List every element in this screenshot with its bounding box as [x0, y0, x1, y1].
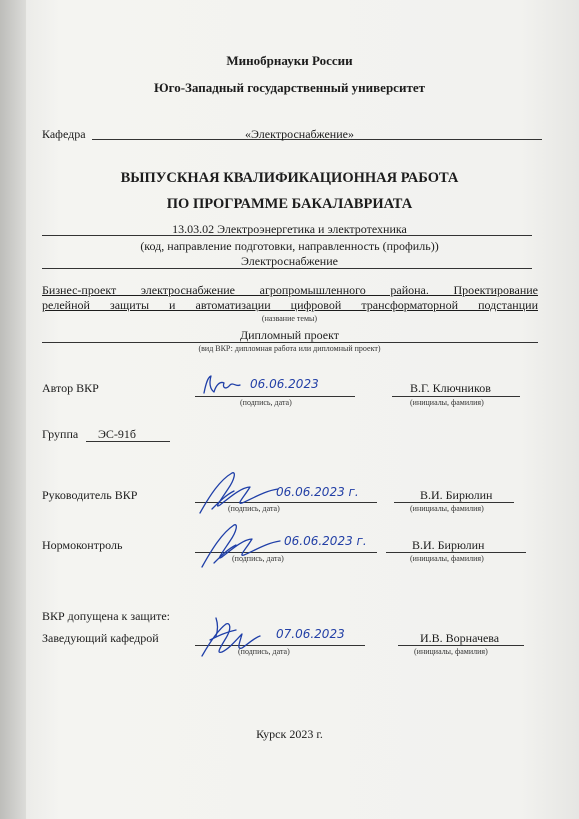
author-name-line	[392, 396, 520, 397]
topic-caption: (название темы)	[261, 314, 318, 323]
author-label: Автор ВКР	[42, 381, 99, 395]
department-value: «Электроснабжение»	[245, 127, 354, 141]
ministry-name: Минобрнауки России	[226, 53, 353, 68]
work-type-value: Дипломный проект	[239, 328, 340, 342]
supervisor-name-caption: (инициалы, фамилия)	[410, 504, 484, 513]
head-of-department-label: Заведующий кафедрой	[42, 631, 159, 645]
author-name: В.Г. Ключников	[410, 381, 491, 395]
head-signature-date: 07.06.2023	[276, 627, 345, 641]
author-signature	[200, 373, 250, 397]
author-name-caption: (инициалы, фамилия)	[410, 398, 484, 407]
department-label: Кафедра	[42, 127, 86, 141]
author-signature-caption: (подпись, дата)	[240, 398, 292, 407]
normcontrol-label: Нормоконтроль	[42, 538, 123, 552]
profile-value: Электроснабжение	[241, 254, 338, 268]
group-value: ЭС-91б	[98, 427, 137, 441]
supervisor-label: Руководитель ВКР	[42, 488, 138, 502]
normcontrol-signature-date: 06.06.2023 г.	[284, 534, 367, 548]
direction-caption: (код, направление подготовки, направленность (профиль))	[140, 239, 439, 253]
group-label: Группа	[42, 427, 79, 441]
direction-value: 13.03.02 Электроэнергетика и электротехника	[172, 222, 407, 236]
normcontrol-signature-caption: (подпись, дата)	[232, 554, 284, 563]
work-title-line1: ВЫПУСКНАЯ КВАЛИФИКАЦИОННАЯ РАБОТА	[120, 170, 459, 186]
head-name: И.В. Ворначева	[420, 631, 500, 645]
head-signature-caption: (подпись, дата)	[238, 647, 290, 656]
supervisor-signature-date: 06.06.2023 г.	[276, 485, 359, 499]
normcontrol-name-caption: (инициалы, фамилия)	[410, 554, 484, 563]
topic-line1: Бизнес-проект электроснабжение агропромышленного района. Проектирование	[42, 283, 538, 297]
university-name: Юго-Западный государственный университет	[154, 80, 425, 95]
head-name-caption: (инициалы, фамилия)	[414, 647, 488, 656]
normcontrol-name: В.И. Бирюлин	[412, 538, 485, 552]
supervisor-signature-caption: (подпись, дата)	[228, 504, 280, 513]
work-type-caption: (вид ВКР: дипломная работа или дипломный проект)	[198, 344, 381, 353]
work-title-line2: ПО ПРОГРАММЕ БАКАЛАВРИАТА	[166, 196, 413, 212]
author-signature-date: 06.06.2023	[250, 377, 319, 391]
city-year: Курск 2023 г.	[256, 727, 323, 741]
normcontrol-signature	[192, 515, 292, 573]
supervisor-name: В.И. Бирюлин	[420, 488, 493, 502]
admission-text: ВКР допущена к защите:	[42, 609, 170, 623]
topic-line2: релейной защиты и автоматизации цифровой трансформаторной подстанции	[42, 298, 538, 312]
page-binding-shadow	[0, 0, 26, 819]
